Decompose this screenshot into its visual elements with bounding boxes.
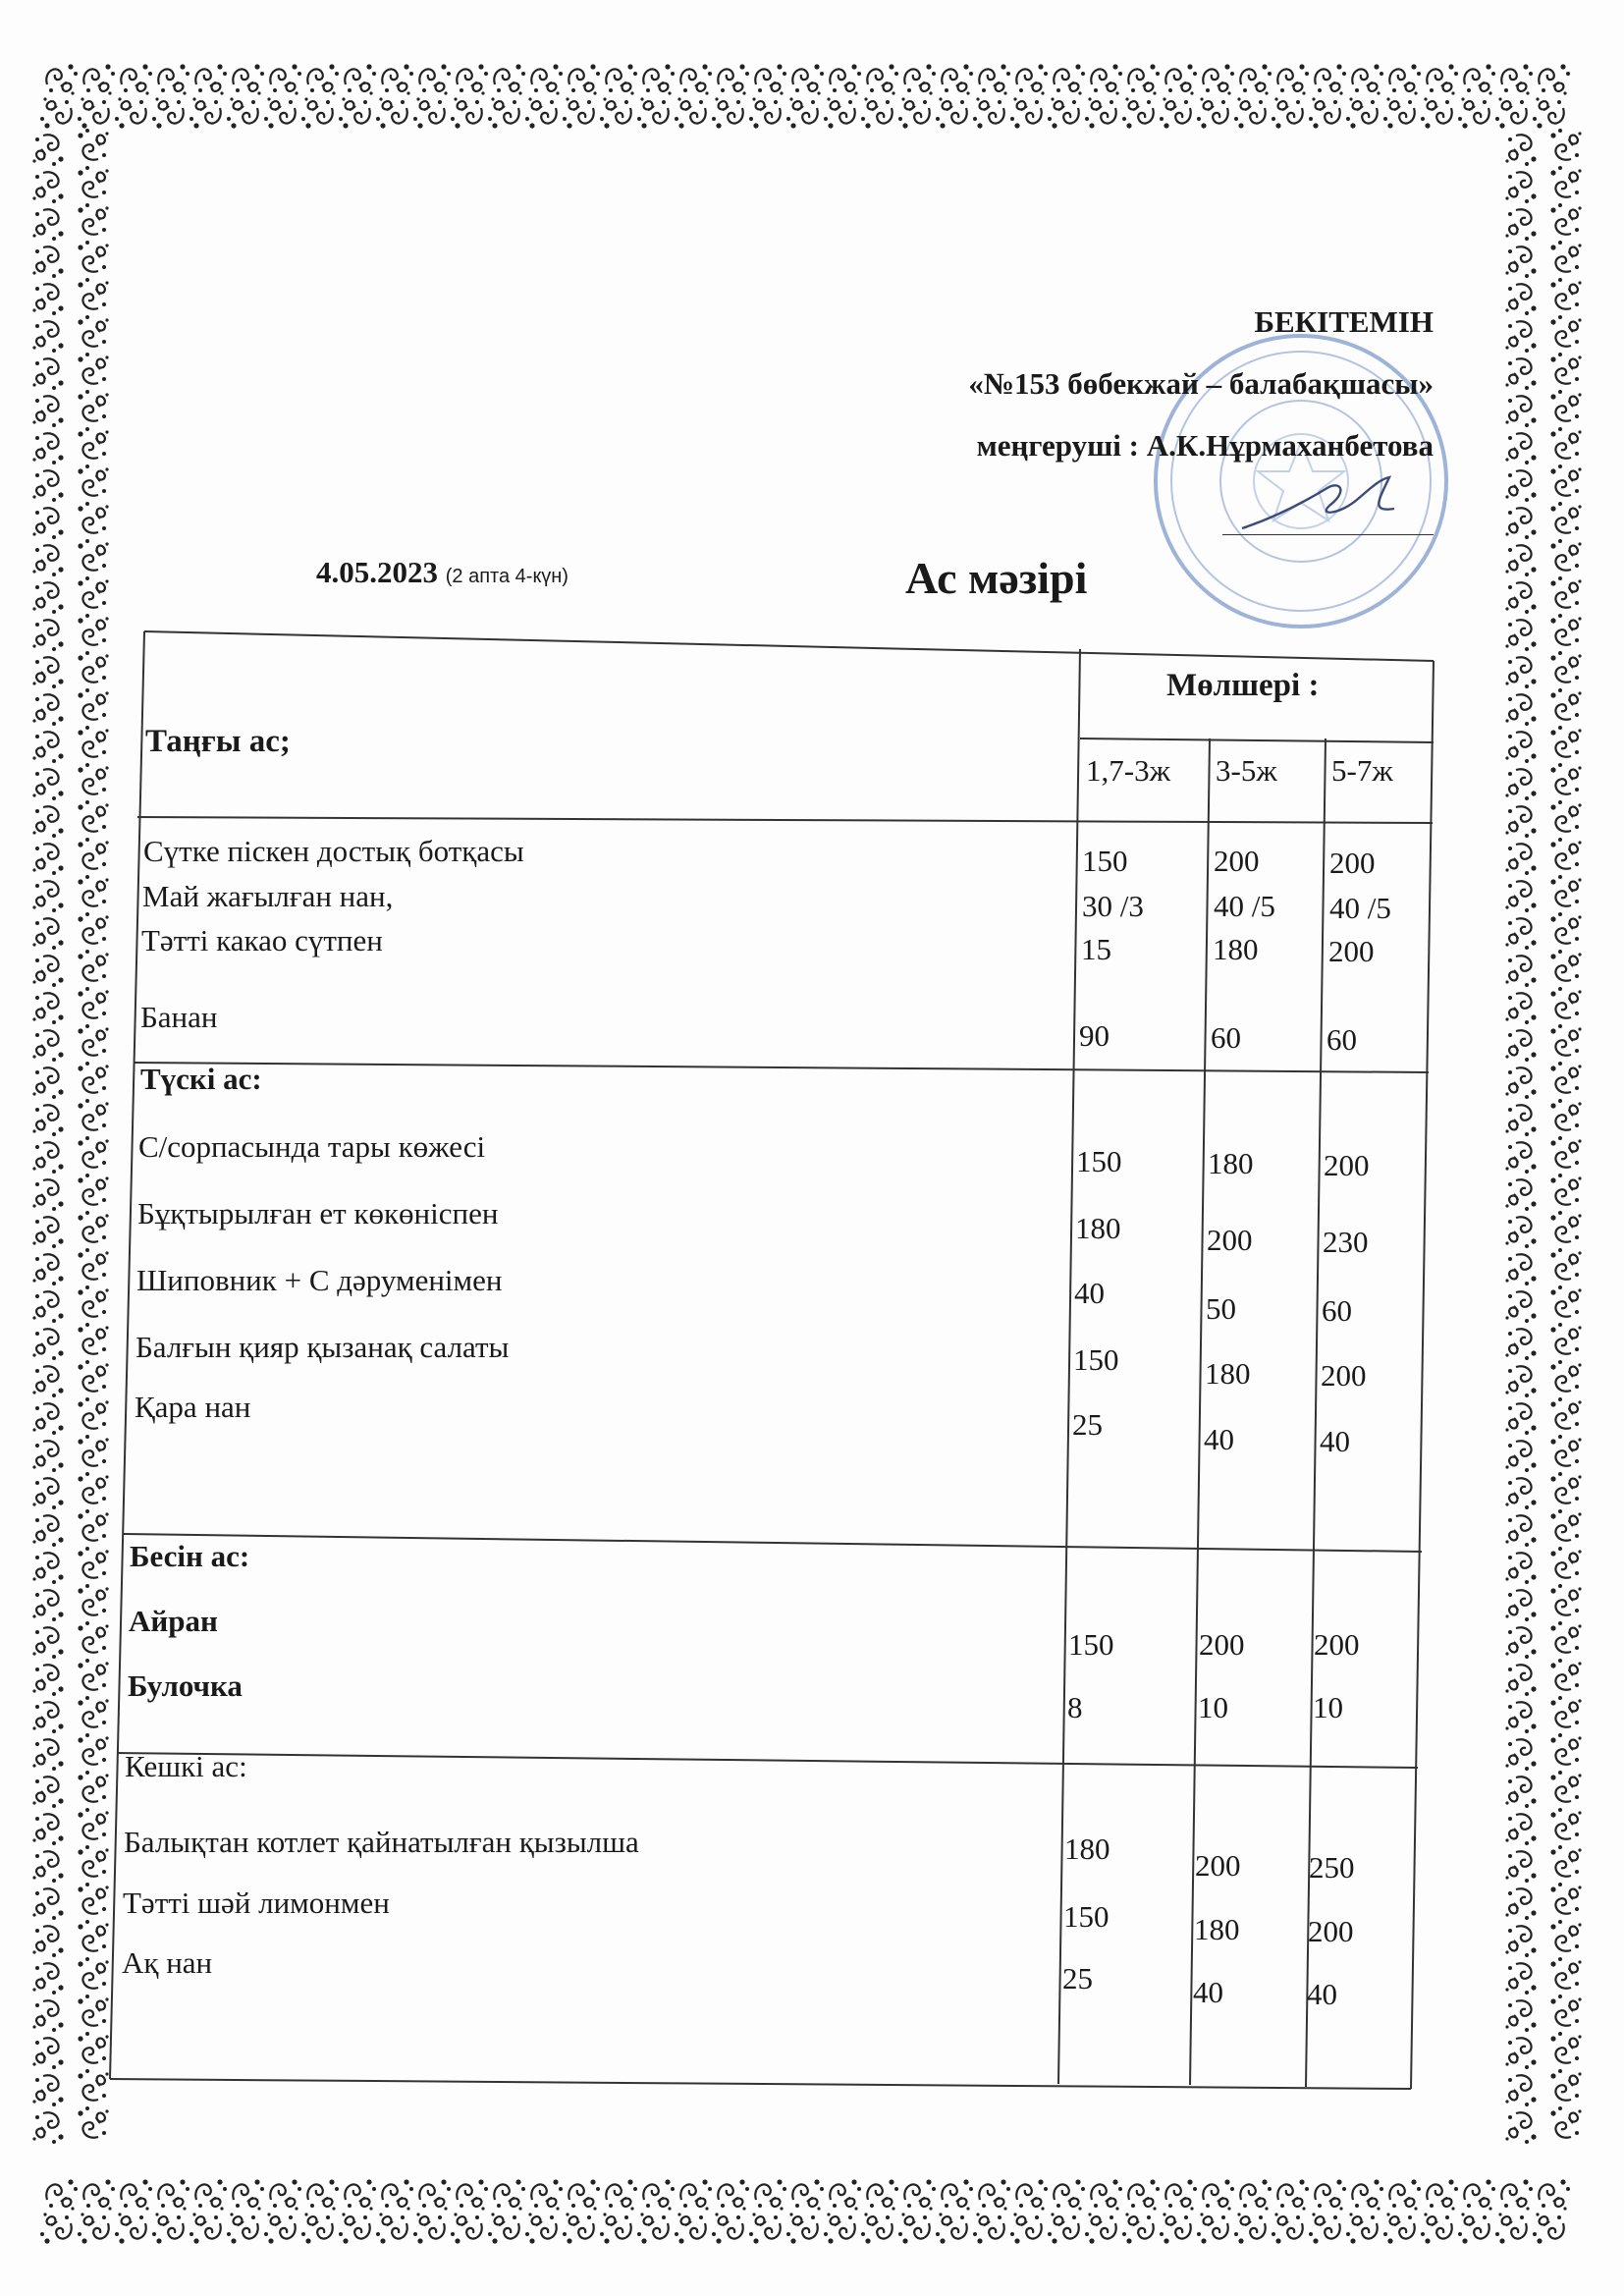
- dish-row: Булочка: [128, 1668, 243, 1703]
- qty-cell: 40: [1307, 1977, 1337, 2011]
- dish-row: Бұқтырылған ет көкөніспен: [137, 1196, 499, 1230]
- qty-cell: 150: [1076, 1144, 1122, 1178]
- qty-cell: 180: [1213, 932, 1259, 966]
- qty-cell: 200: [1324, 1148, 1370, 1182]
- quantity-header: Мөлшері :: [1166, 668, 1320, 703]
- age-group-2: 3-5ж: [1216, 753, 1277, 788]
- meal-title-breakfast: Таңғы ас;: [145, 724, 291, 759]
- institution-name: «№153 бөбекжай – балабақшасы»: [968, 366, 1434, 401]
- qty-cell: 200: [1328, 934, 1375, 968]
- qty-cell: 200: [1207, 1223, 1253, 1257]
- qty-cell: 25: [1062, 1961, 1093, 1995]
- qty-cell: 150: [1063, 1899, 1110, 1934]
- qty-cell: 40 /5: [1214, 889, 1275, 923]
- approval-block: [968, 291, 1434, 476]
- dish-row: Банан: [140, 1000, 218, 1034]
- age-group-3: 5-7ж: [1331, 753, 1393, 788]
- qty-cell: 15: [1081, 932, 1111, 966]
- qty-cell: 60: [1211, 1020, 1241, 1055]
- qty-cell: 180: [1064, 1831, 1110, 1866]
- date-note: (2 апта 4-күн): [445, 566, 568, 587]
- qty-cell: 10: [1313, 1690, 1343, 1724]
- qty-cell: 40: [1204, 1422, 1234, 1456]
- qty-cell: 90: [1079, 1018, 1110, 1053]
- qty-cell: 25: [1072, 1407, 1103, 1442]
- qty-cell: 40: [1320, 1424, 1350, 1458]
- qty-cell: 10: [1198, 1690, 1228, 1724]
- qty-cell: 150: [1082, 844, 1128, 878]
- dish-row: Сүтке піскен достық ботқасы: [143, 834, 524, 868]
- qty-cell: 200: [1214, 844, 1260, 878]
- meal-title-snack: Бесін ас:: [130, 1539, 250, 1573]
- qty-cell: 200: [1314, 1627, 1360, 1662]
- dish-row: Шиповник + С дәруменімен: [136, 1263, 503, 1297]
- dish-row: Айран: [129, 1604, 218, 1638]
- qty-cell: 180: [1208, 1146, 1254, 1180]
- qty-cell: 60: [1322, 1293, 1352, 1328]
- date-value: 4.05.2023: [316, 555, 438, 589]
- head-name: меңгеруші : А.К.Нұрмаханбетова: [976, 428, 1434, 463]
- meal-title-dinner: Кешкі ас:: [125, 1749, 247, 1783]
- qty-cell: 180: [1205, 1356, 1251, 1391]
- page-title: Ас мәзірі: [905, 553, 1088, 603]
- dish-row: Балғын қияр қызанақ салаты: [135, 1330, 510, 1364]
- qty-cell: 200: [1308, 1914, 1354, 1948]
- qty-cell: 150: [1068, 1627, 1114, 1662]
- dish-row: Май жағылған нан,: [142, 879, 394, 913]
- qty-cell: 180: [1194, 1912, 1240, 1946]
- qty-cell: 40 /5: [1329, 891, 1391, 925]
- qty-cell: 230: [1323, 1225, 1369, 1259]
- age-group-1: 1,7-3ж: [1086, 753, 1170, 788]
- dish-row: Тәтті шәй лимонмен: [123, 1886, 390, 1920]
- dish-row: Балықтан котлет қайнатылған қызылша: [124, 1825, 639, 1859]
- qty-cell: 8: [1067, 1690, 1083, 1724]
- dish-row: Қара нан: [135, 1390, 251, 1424]
- qty-cell: 180: [1075, 1211, 1121, 1245]
- qty-cell: 50: [1206, 1291, 1236, 1326]
- qty-cell: 150: [1073, 1342, 1119, 1377]
- approval-title: БЕКІТЕМІН: [1254, 304, 1434, 339]
- qty-cell: 200: [1321, 1358, 1367, 1393]
- qty-cell: 200: [1195, 1848, 1241, 1883]
- dish-row: Ақ нан: [122, 1945, 213, 1980]
- qty-cell: 250: [1309, 1850, 1355, 1885]
- qty-cell: 200: [1329, 846, 1376, 880]
- qty-cell: 30 /3: [1082, 889, 1144, 923]
- qty-cell: 40: [1193, 1975, 1223, 2009]
- signature: [1232, 469, 1429, 548]
- qty-cell: 60: [1326, 1022, 1357, 1057]
- qty-cell: 40: [1074, 1276, 1105, 1310]
- dish-row: Тәтті какао сүтпен: [141, 923, 383, 957]
- meal-title-lunch: Түскі ас:: [140, 1062, 262, 1096]
- dish-row: С/сорпасында тары көжесі: [138, 1129, 486, 1164]
- qty-cell: 200: [1199, 1627, 1245, 1662]
